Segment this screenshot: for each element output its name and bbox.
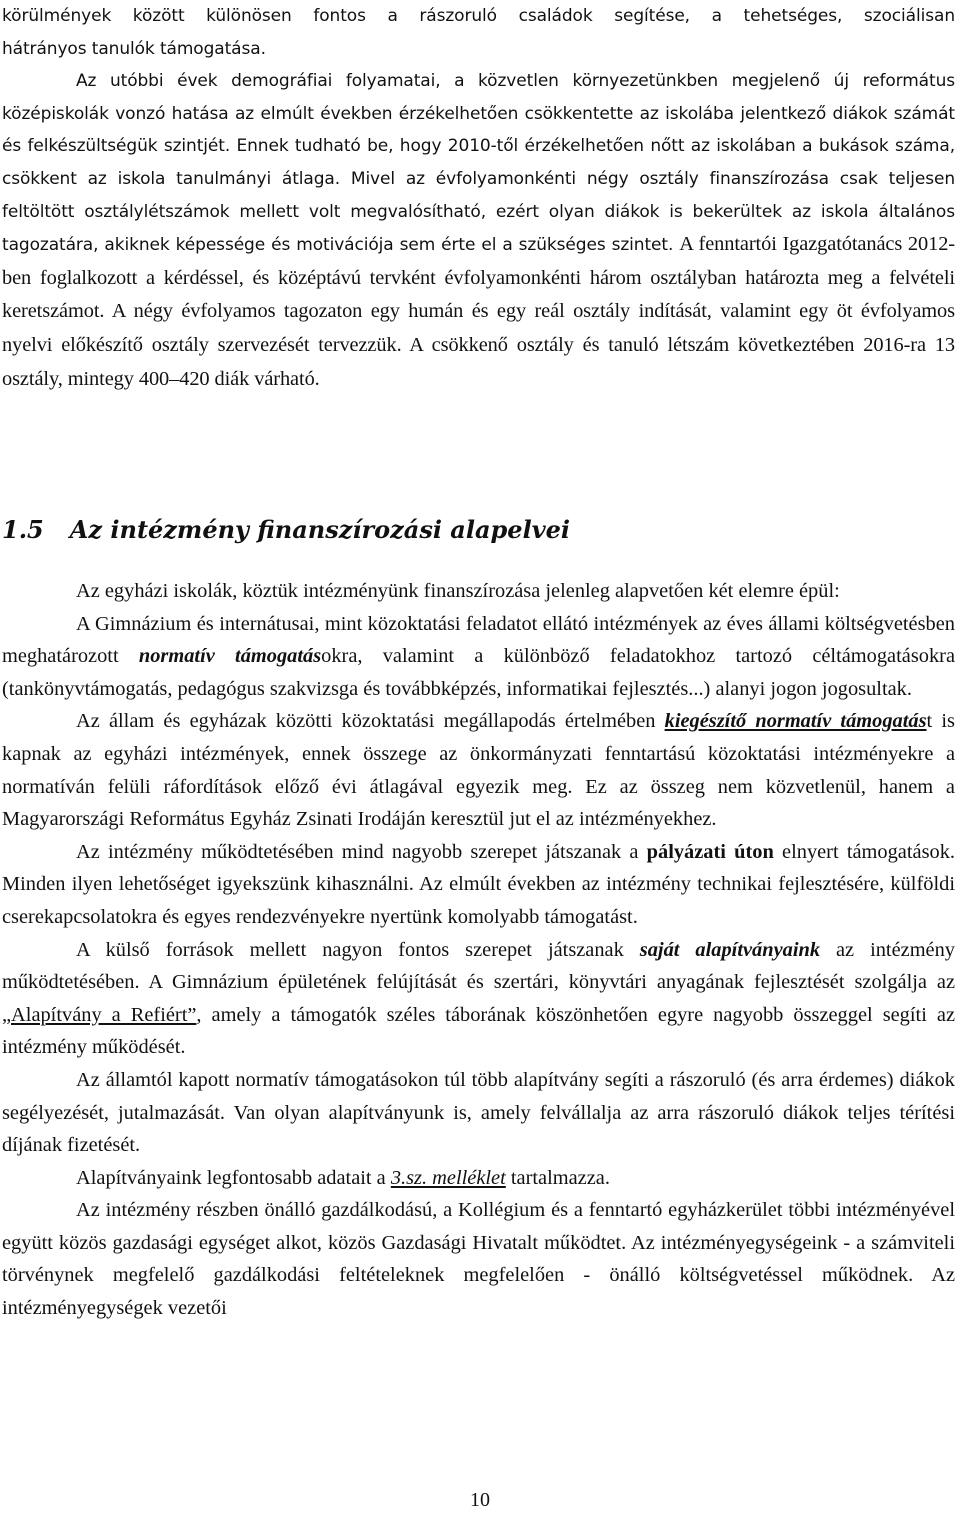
section-heading xyxy=(2,514,570,547)
paragraph-student-aid: Az államtól kapott normatív támogatásokon túl több alapítvány segíti a rászoruló (és arra érdemes) diákok segélyezését, jutalmazását. Van olyan alapítványunk is, amely felvállalja az arra rászoruló diákok teljes térítési díjának fizetését. xyxy=(2,1068,955,1157)
paragraph-normative-support xyxy=(2,608,955,706)
paragraph-normative-support-b: okra, valamint a különböző feladatokhoz tartozó céltámogatásokra (tankönyvtámogatás, pedagógus szakvizsga és továbbképzés, informatikai fejlesztés...) alanyi jogon jogosultak. xyxy=(2,645,955,700)
intro-line-2: hátrányos tanulók támogatása. xyxy=(2,38,266,59)
paragraph-foundations xyxy=(2,934,955,1064)
normative-support-emphasis: normatív támogatás xyxy=(138,645,322,668)
grants-emphasis: pályázati úton xyxy=(646,840,774,863)
paragraph-grants xyxy=(2,836,955,934)
appendix-link[interactable]: 3.sz. melléklet xyxy=(390,1166,506,1189)
paragraph-supplementary-support-b: t is kapnak az egyházi intézmények, ennek összege az önkormányzati fenntartású közoktatási intézményekre a normatíván felüli ráfordítások előző évi átlagával egyezik meg. Ez az összeg nem közvetlenül, hanem a Magyarországi Református Egyház Zsinati Irodáján keresztül jut el az intézményekhez. xyxy=(2,710,955,831)
paragraph-foundations-b: az intézmény működtetésében. A Gimnázium épületének felújítását és szertári, könyvtári anyagának fejlesztését szolgálja az xyxy=(2,938,956,994)
paragraph-supplementary-support xyxy=(2,705,955,835)
paragraph-appendix-ref xyxy=(2,1162,955,1195)
intro-paragraph-demography xyxy=(2,65,955,396)
section-body xyxy=(2,575,955,1325)
paragraph-appendix-ref-a: Alapítványaink legfontosabb adatait a xyxy=(76,1166,391,1189)
paragraph-grants-a: Az intézmény működtetésében mind nagyobb szerepet játszanak a xyxy=(76,840,647,863)
intro-line-1: körülmények között különösen fontos a rászoruló családok segítése, a tehetséges, szociálisan xyxy=(2,6,955,26)
intro-text xyxy=(2,0,955,396)
section-number: 1.5 xyxy=(2,515,44,544)
paragraph-appendix-ref-b: tartalmazza. xyxy=(505,1166,610,1189)
paragraph-two-elements: Az egyházi iskolák, köztük intézményünk finanszírozása jelenleg alapvetően két elemre épül: xyxy=(76,580,840,602)
paragraph-grants-b: elnyert támogatások. Minden ilyen lehetőséget igyekszünk kihasználni. Az elmúlt években az intézmény technikai fejlesztésére, külföldi cserekapcsolatokra és egyes rendezvényekre nyertünk komolyabb támogatást. xyxy=(2,840,955,928)
paragraph-management: Az intézmény részben önálló gazdálkodású, a Kollégium és a fenntartó egyházkerület többi intézményével együtt közös gazdasági egységet alkot, közös Gazdasági Hivatalt működtet. Az intézményegységeink - a számviteli törvénynek megfelelő gazdálkodási feltételeknek megfelelően - önálló költségvetéssel működnek. Az intézményegységek vezetői xyxy=(2,1199,955,1320)
foundations-emphasis: saját alapítványaink xyxy=(639,938,821,961)
paragraph-foundations-c: , amely a támogatók széles táborának köszönhetően egyre nagyobb összeggel segíti az intézmény működését. xyxy=(2,1003,955,1059)
section-title: Az intézmény finanszírozási alapelvei xyxy=(69,515,571,544)
foundation-name-link[interactable]: „Alapítvány a Refiért” xyxy=(2,1003,197,1026)
supplementary-support-emphasis: kiegészítő normatív támogatás xyxy=(664,710,927,733)
paragraph-foundations-a: A külső források mellett nagyon fontos szerepet játszanak xyxy=(76,938,640,961)
page-number: 10 xyxy=(470,1489,490,1511)
intro-paragraph-demography-b: A fenntartói Igazgatótanács 2012-ben foglalkozott a kérdéssel, és középtávú tervként évfolyamonkénti három osztályban határozta meg a felvételi keretszámot. A négy évfolyamos tagozaton egy humán és egy reál osztály indítását, valamint egy öt évfolyamos nyelvi előkészítő osztály szervezését tervezzük. A csökkenő osztály és tanuló létszám következtében 2016-ra 13 osztály, mintegy 400–420 diák várható. xyxy=(2,233,955,390)
paragraph-normative-support-a: A Gimnázium és internátusai, mint közoktatási feladatot ellátó intézmények az éves állami költségvetésben meghatározott xyxy=(2,612,955,668)
intro-paragraph-demography-a: Az utóbbi évek demográfiai folyamatai, a közvetlen környezetünkben megjelenő új református középiskolák vonzó hatása az elmúlt években érzékelhetően csökkentette az iskolába jelentkező diákok számát és felkészültségük szintjét. Ennek tudható be, hogy 2010-től érzékelhetően nőtt az iskolában a bukások száma, csökkent az iskola tanulmányi átlaga. Mivel az évfolyamonkénti négy osztály finanszírozása csak teljesen feltöltött osztálylétszámok mellett volt megvalósítható, ezért olyan diákok is bekerültek az iskola általános tagozatára, akiknek képessége és motivációja sem érte el a szükséges szintet. xyxy=(2,71,955,256)
paragraph-supplementary-support-a: Az állam és egyházak közötti közoktatási megállapodás értelmében xyxy=(76,710,665,733)
